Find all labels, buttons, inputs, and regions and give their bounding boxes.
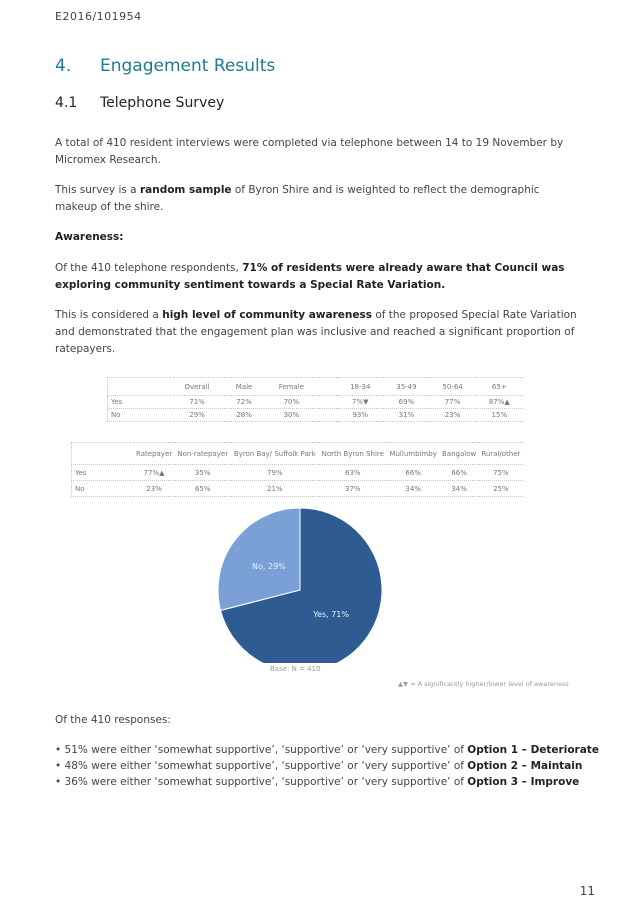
subsection-number: 4.1 [55,95,78,111]
table-header: 65+ [476,378,523,396]
table-row [108,409,524,422]
table-cell: 77%▲ [134,465,175,481]
table-cell: 63% [319,465,387,481]
section-heading [55,56,275,76]
table-header: Male [225,378,264,396]
text-run: This is considered a [55,309,163,321]
table-cell: 72% [225,396,264,409]
table-cell: 66% [440,465,479,481]
table-corner [108,378,170,396]
table-cell: 23% [134,481,175,497]
table-cell: 77% [429,396,475,409]
table-cell: 70% [264,396,320,409]
page-number: 11 [579,884,595,898]
awareness-table-demographics [107,377,523,422]
table-header: Female [264,378,320,396]
table-header: Overall [170,378,225,396]
table-row [108,396,524,409]
text-run: of Byron Shire and is weighted to reflect the demographic makeup of the shire. [55,184,540,213]
row-label: No [72,481,134,497]
table-cell: 37% [319,481,387,497]
list-item [55,742,615,758]
table-header: Byron Bay/ Suffolk Park [231,443,319,465]
paragraph-awareness-result [55,260,585,294]
list-item [55,774,615,790]
bold-text: Option 2 – Maintain [467,760,583,772]
text-run: Of the 410 telephone respondents, [55,262,243,274]
document-reference: E2016/101954 [55,10,142,23]
table-cell: 7%▼ [337,396,383,409]
table-spacer [319,378,337,396]
table-cell: 34% [440,481,479,497]
table-header: Rural/other [479,443,523,465]
table-header: North Byron Shire [319,443,387,465]
table-header: Bangalow [440,443,479,465]
paragraph-survey-intro: A total of 410 resident interviews were completed via telephone between 14 to 19 November by Micromex Research. [55,137,564,166]
table-corner [72,443,134,465]
table-header: 35-49 [383,378,429,396]
awareness-table-ratepayer-location [71,442,523,497]
table-cell: 35% [175,465,231,481]
table-cell: 66% [387,465,440,481]
table-row [72,465,524,481]
table-cell: 31% [383,409,429,422]
bold-text: 71% of residents were already aware that Council was exploring community sentiment towards a Special Rate Variation. [55,262,565,291]
table-cell: 30% [264,409,320,422]
table-header: 50-64 [429,378,475,396]
row-label: No [108,409,170,422]
table-row [72,481,524,497]
table-spacer [319,396,337,409]
table-cell: 75% [479,465,523,481]
table-cell: 28% [225,409,264,422]
table-cell: 69% [383,396,429,409]
table-cell: 25% [479,481,523,497]
row-label: Yes [72,465,134,481]
awareness-pie-chart [200,508,400,683]
table-cell: 79% [231,465,319,481]
table-cell: 71% [170,396,225,409]
text-run: 36% were either ‘somewhat supportive’, ‘supportive’ or ‘very supportive’ of [64,776,468,788]
text-run: 48% were either ‘somewhat supportive’, ‘supportive’ or ‘very supportive’ of [64,760,468,772]
table-cell: 15% [476,409,523,422]
awareness-heading: Awareness: [55,231,124,243]
options-support-list [55,742,615,790]
table-cell: 87%▲ [476,396,523,409]
table-cell: 21% [231,481,319,497]
table-cell: 29% [170,409,225,422]
row-label: Yes [108,396,170,409]
table-cell: 34% [387,481,440,497]
bold-text: high level of community awareness [162,309,372,321]
bold-text: Option 1 – Deteriorate [467,744,599,756]
table-spacer [319,409,337,422]
subsection-title: Telephone Survey [100,95,225,111]
paragraph-high-awareness [55,307,585,358]
section-title: Engagement Results [100,56,276,76]
table-header: Non-ratepayer [175,443,231,465]
chart-base-note: Base: N = 410 [270,665,321,673]
table-cell: 93% [337,409,383,422]
significance-note: ▲▼ = A significantly higher/lower level of awareness [398,680,569,688]
bold-text: random sample [139,184,232,196]
table-cell: 65% [175,481,231,497]
bold-text: Option 3 – Improve [467,776,580,788]
table-cell: 23% [429,409,475,422]
section-number: 4. [55,56,72,76]
responses-intro: Of the 410 responses: [55,714,171,726]
table-header: Mullumbimby [387,443,440,465]
table-header: Ratepayer [134,443,175,465]
table-header: 18-34 [337,378,383,396]
pie-label-yes: Yes, 71% [313,610,349,620]
paragraph-random-sample [55,182,585,216]
list-item [55,758,615,774]
pie-svg [200,508,400,663]
subsection-heading [55,95,224,111]
text-run: of the proposed Special Rate Variation and demonstrated that the engagement plan was inclusive and reached a significant proportion of ratepayers. [55,309,577,355]
pie-label-no: No, 29% [252,561,286,571]
text-run: This survey is a [55,184,140,196]
text-run: 51% were either ‘somewhat supportive’, ‘supportive’ or ‘very supportive’ of [64,744,468,756]
